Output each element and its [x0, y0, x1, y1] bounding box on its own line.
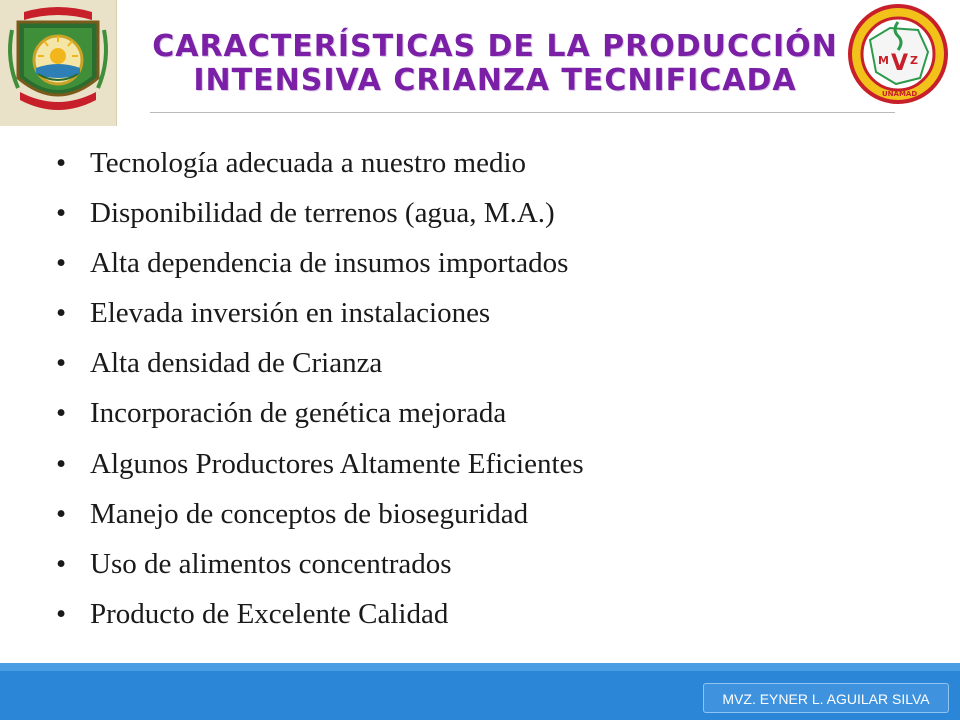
footer-band-highlight	[0, 663, 960, 671]
bullet-list	[52, 138, 912, 639]
bullet-text: Alta densidad de Crianza	[90, 347, 383, 380]
bullet-dot-icon: •	[56, 547, 67, 580]
bullet-dot-icon: •	[56, 497, 67, 530]
bullet-dot-icon: •	[56, 297, 67, 330]
title-line-2: INTENSIVA CRIANZA TECNIFICADA	[193, 63, 797, 98]
bullet-item	[52, 489, 912, 539]
bullet-item	[52, 188, 912, 238]
faculty-seal-bottom-text: UNAMAD	[882, 90, 918, 98]
bullet-text: Alta dependencia de insumos importados	[90, 247, 569, 280]
bullet-dot-icon: •	[56, 197, 67, 230]
bullet-text: Tecnología adecuada a nuestro medio	[90, 147, 527, 179]
bullet-item	[52, 539, 912, 589]
university-seal-icon	[0, 0, 116, 126]
bullet-text: Algunos Productores Altamente Eficientes	[90, 447, 584, 480]
bullet-item	[52, 589, 912, 639]
bullet-dot-icon: •	[56, 247, 67, 280]
slide-title	[150, 28, 840, 100]
bullet-item	[52, 388, 912, 438]
bullet-text: Elevada inversión en instalaciones	[90, 297, 491, 330]
bullet-text: Manejo de conceptos de bioseguridad	[90, 497, 529, 530]
bullet-item	[52, 238, 912, 288]
university-logo	[0, 0, 117, 126]
veterinary-faculty-seal-icon	[846, 0, 950, 112]
bullet-dot-icon: •	[56, 597, 67, 630]
bullet-text: Uso de alimentos concentrados	[90, 547, 452, 580]
bullet-dot-icon: •	[56, 397, 67, 430]
bullet-text: Producto de Excelente Calidad	[90, 597, 449, 630]
monogram-z: Z	[910, 54, 918, 67]
bullet-dot-icon: •	[56, 447, 67, 480]
bullet-dot-icon: •	[56, 347, 67, 380]
monogram-m: M	[878, 54, 889, 67]
bullet-item	[52, 338, 912, 388]
title-line-1: CARACTERÍSTICAS DE LA PRODUCCIÓN	[152, 29, 838, 64]
bullet-item	[52, 288, 912, 338]
title-divider	[150, 112, 895, 113]
bullet-text: Disponibilidad de terrenos (agua, M.A.)	[90, 197, 555, 230]
bullet-item	[52, 439, 912, 489]
author-badge: MVZ. EYNER L. AGUILAR SILVA	[703, 683, 949, 713]
bullet-item	[52, 138, 912, 188]
faculty-logo	[846, 0, 950, 112]
monogram-v: V	[891, 51, 909, 76]
bullet-text: Incorporación de genética mejorada	[90, 397, 507, 430]
bullet-dot-icon: •	[56, 147, 67, 179]
